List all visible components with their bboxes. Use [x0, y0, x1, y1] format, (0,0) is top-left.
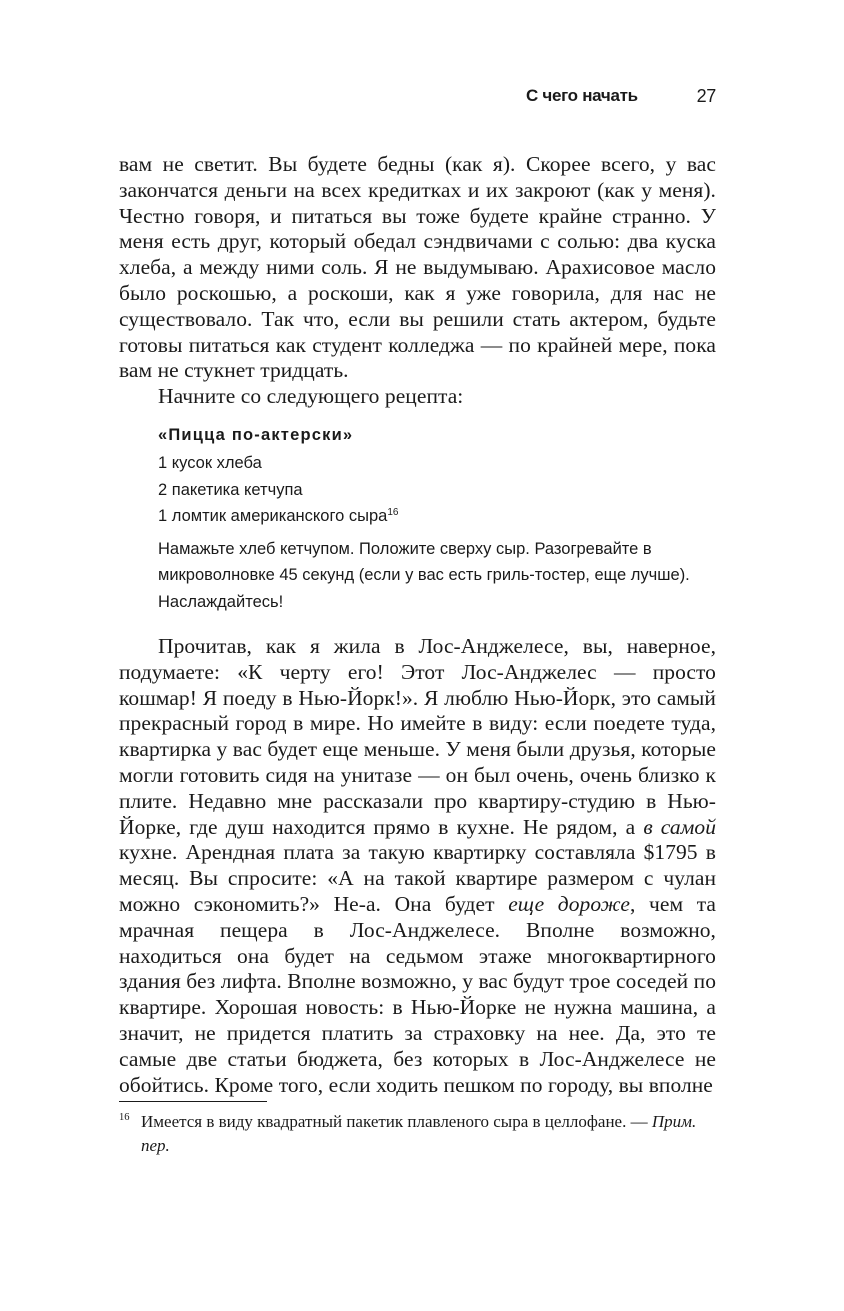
recipe-method: Намажьте хлеб кетчупом. Положите сверху сыр. Разогревайте в микроволновке 45 секунд (если у вас есть гриль-тостер, еще лучше). Наслаждайтесь! [158, 539, 690, 612]
paragraph-text: кухне. Арендная плата за такую квартирку составляла $1795 в месяц. Вы спросите: «А на такой квартире размером с чулан можно сэкономить?» Не-а. Она будет [119, 840, 716, 916]
recipe-ingredient: 2 пакетика кетчупа [158, 480, 303, 499]
recipe-box [158, 422, 716, 616]
paragraph-text: , чем та мрачная пещера в Лос-Анджелесе. Вполне возможно, находиться она будет на седьмом этаже многоквартирного здания без лифта. Вполне возможно, у вас будут трое соседей по квартире. Хорошая новость: в Нью-Йорке не нужна машина, а значит, не придется платить за страховку на нее. Да, это те самые две статьи бюджета, без которых в Лос-Анджелесе не обойтись. Кроме того, если ходить пешком по городу, вы вполне [119, 891, 717, 1097]
footnote-body [141, 1110, 716, 1158]
recipe-ingredient-with-note [158, 503, 716, 529]
recipe-intro: Начните со следующего рецепта: [158, 384, 464, 409]
emphasis-text: в самой [643, 814, 717, 839]
page-number: 27 [696, 86, 716, 106]
running-head [526, 86, 716, 112]
footnote-mark: 16 [119, 1112, 130, 1123]
page-body [119, 152, 716, 1098]
footnote-text: Имеется в виду квадратный пакетик плавленого сыра в целлофане. — [141, 1112, 652, 1131]
body-paragraph: вам не светит. Вы будете бедны (как я). Скорее всего, у вас закончатся деньги на всех кредитках и их закроют (как у меня). Честно говоря, и питаться вы тоже будете крайне странно. У меня есть друг, который обедал сэндвичами с солью: два куска хлеба, а между ними соль. Я не выдумываю. Арахисовое масло было роскошью, а роскоши, как я уже говорила, для нас не существовало. Так что, если вы решили стать актером, будьте готовы питаться как студент колледжа — по крайней мере, пока вам не стукнет тридцать. [119, 152, 716, 383]
body-paragraph [119, 634, 716, 1098]
paragraph-text: Прочитав, как я жила в Лос-Анджелесе, вы, наверное, подумаете: «К черту его! Этот Лос-Анджелес — просто кошмар! Я поеду в Нью-Йорк!». Я люблю Нью-Йорк, это самый прекрасный город в мире. Но имейте в виду: если поедете туда, квартирка у вас будет еще меньше. У меня были друзья, которые могли готовить сидя на унитазе — он был очень, очень близко к плите. Недавно мне рассказали про квартиру-студию в Нью-Йорке, где душ находится прямо в кухне. Не рядом, а [119, 633, 716, 839]
recipe-ingredient: 1 кусок хлеба [158, 454, 262, 473]
recipe-ingredient-text: 1 ломтик американского сыра [158, 507, 388, 526]
section-title: С чего начать [526, 86, 638, 105]
footnote-reference: 16 [387, 507, 399, 519]
footnote-attribution: Прим. пер. [141, 1112, 697, 1155]
footnote [119, 1110, 716, 1158]
recipe-title: «Пицца по-актерски» [158, 425, 354, 444]
footnote-divider [119, 1101, 267, 1102]
emphasis-text: еще дороже [508, 891, 630, 916]
